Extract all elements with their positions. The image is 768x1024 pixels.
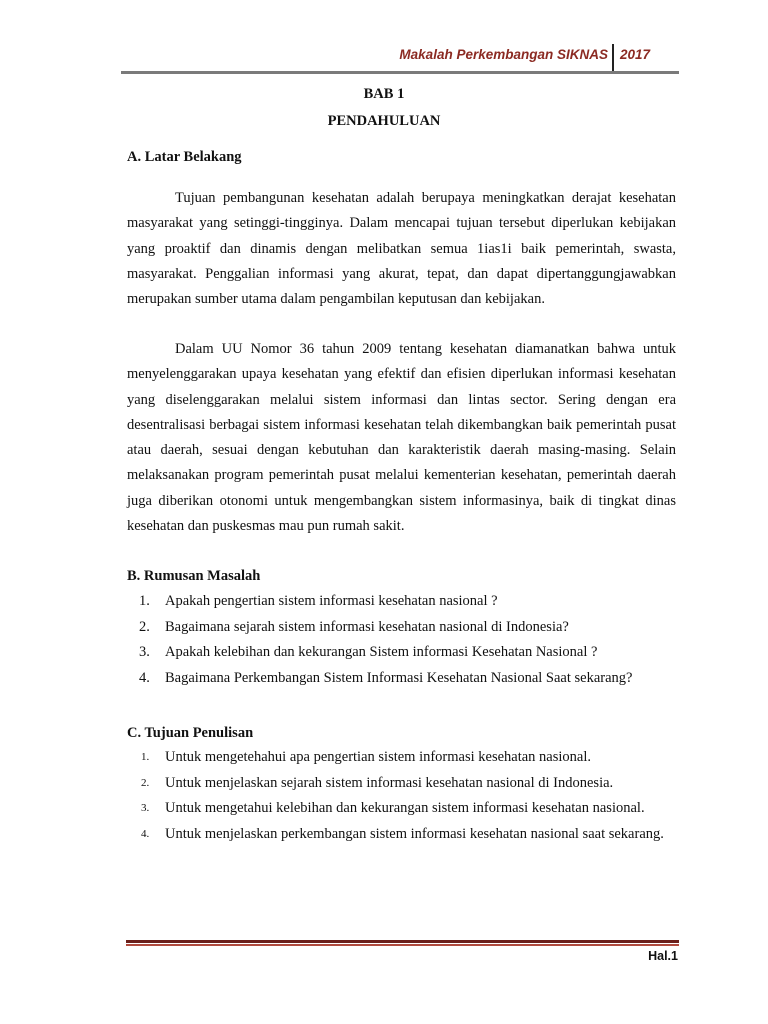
list-item: 4. Bagaimana Perkembangan Sistem Informasi Kesehatan Nasional Saat sekarang? xyxy=(139,670,633,687)
list-item: 2. Untuk menjelaskan sejarah sistem informasi kesehatan nasional di Indonesia. xyxy=(141,774,614,791)
chapter-number: BAB 1 xyxy=(363,86,405,102)
section-b-heading: B. Rumusan Masalah xyxy=(127,568,261,584)
footer-rule xyxy=(126,940,679,943)
list-item: 1. Untuk mengetehahui apa pengertian sistem informasi kesehatan nasional. xyxy=(141,749,592,765)
problem-list xyxy=(127,589,676,691)
running-header-title: Makalah Perkembangan SIKNAS xyxy=(399,47,608,62)
section-a-paragraph-2: Dalam UU Nomor 36 tahun 2009 tentang kesehatan diamanatkan bahwa untuk menyelenggarakan upaya kesehatan yang efektif dan efisien diperlukan informasi kesehatan yang diselenggarakan melalui sistem informasi dan lintas sector. Sering dengan era desentralisasi berbagai sistem informasi kesehatan telah dikembangkan baik pemerintah pusat atau daerah, sesuai dengan kebutuhan dan karakteristik daerah masing-masing. Selain melaksanakan program pemerintah pusat melalui kementerian kesehatan, pemerintah daerah juga diberikan otonomi untuk mengembangkan sistem informasinya, baik di tingkat dinas kesehatan dan puskesmas mau pun rumah sakit. xyxy=(127,341,676,535)
section-a-heading: A. Latar Belakang xyxy=(127,149,242,165)
chapter-title: PENDAHULUAN xyxy=(327,113,441,129)
header-rule xyxy=(121,71,679,74)
objectives-list xyxy=(127,745,676,847)
list-item: 4. Untuk menjelaskan perkembangan sistem informasi kesehatan nasional saat sekarang. xyxy=(141,826,664,843)
page-number: Hal.1 xyxy=(648,949,678,963)
footer-rule-accent xyxy=(126,944,679,946)
section-c-heading: C. Tujuan Penulisan xyxy=(127,725,254,741)
running-header-year: 2017 xyxy=(620,47,651,62)
list-item: 2. Bagaimana sejarah sistem informasi kesehatan nasional di Indonesia? xyxy=(139,618,569,635)
section-a-paragraph-1: Tujuan pembangunan kesehatan adalah berupaya meningkatkan derajat kesehatan masyarakat yang setinggi-tingginya. Dalam mencapai tujuan tersebut diperlukan kebijakan yang proaktif dan dinamis dengan melibatkan semua 1ias1i baik pemerintah, swasta, masyarakat. Penggalian informasi yang akurat, tepat, dan dapat dipertanggungjawabkan merupakan sumber utama dalam pengambilan keputusan dan kebijakan. xyxy=(127,190,676,308)
header-separator xyxy=(612,44,614,74)
list-item: 3. Apakah kelebihan dan kekurangan Sistem informasi Kesehatan Nasional ? xyxy=(139,644,598,661)
list-item: 1. Apakah pengertian sistem informasi kesehatan nasional ? xyxy=(139,593,498,609)
list-item: 3. Untuk mengetahui kelebihan dan kekurangan sistem informasi kesehatan nasional. xyxy=(141,800,645,817)
